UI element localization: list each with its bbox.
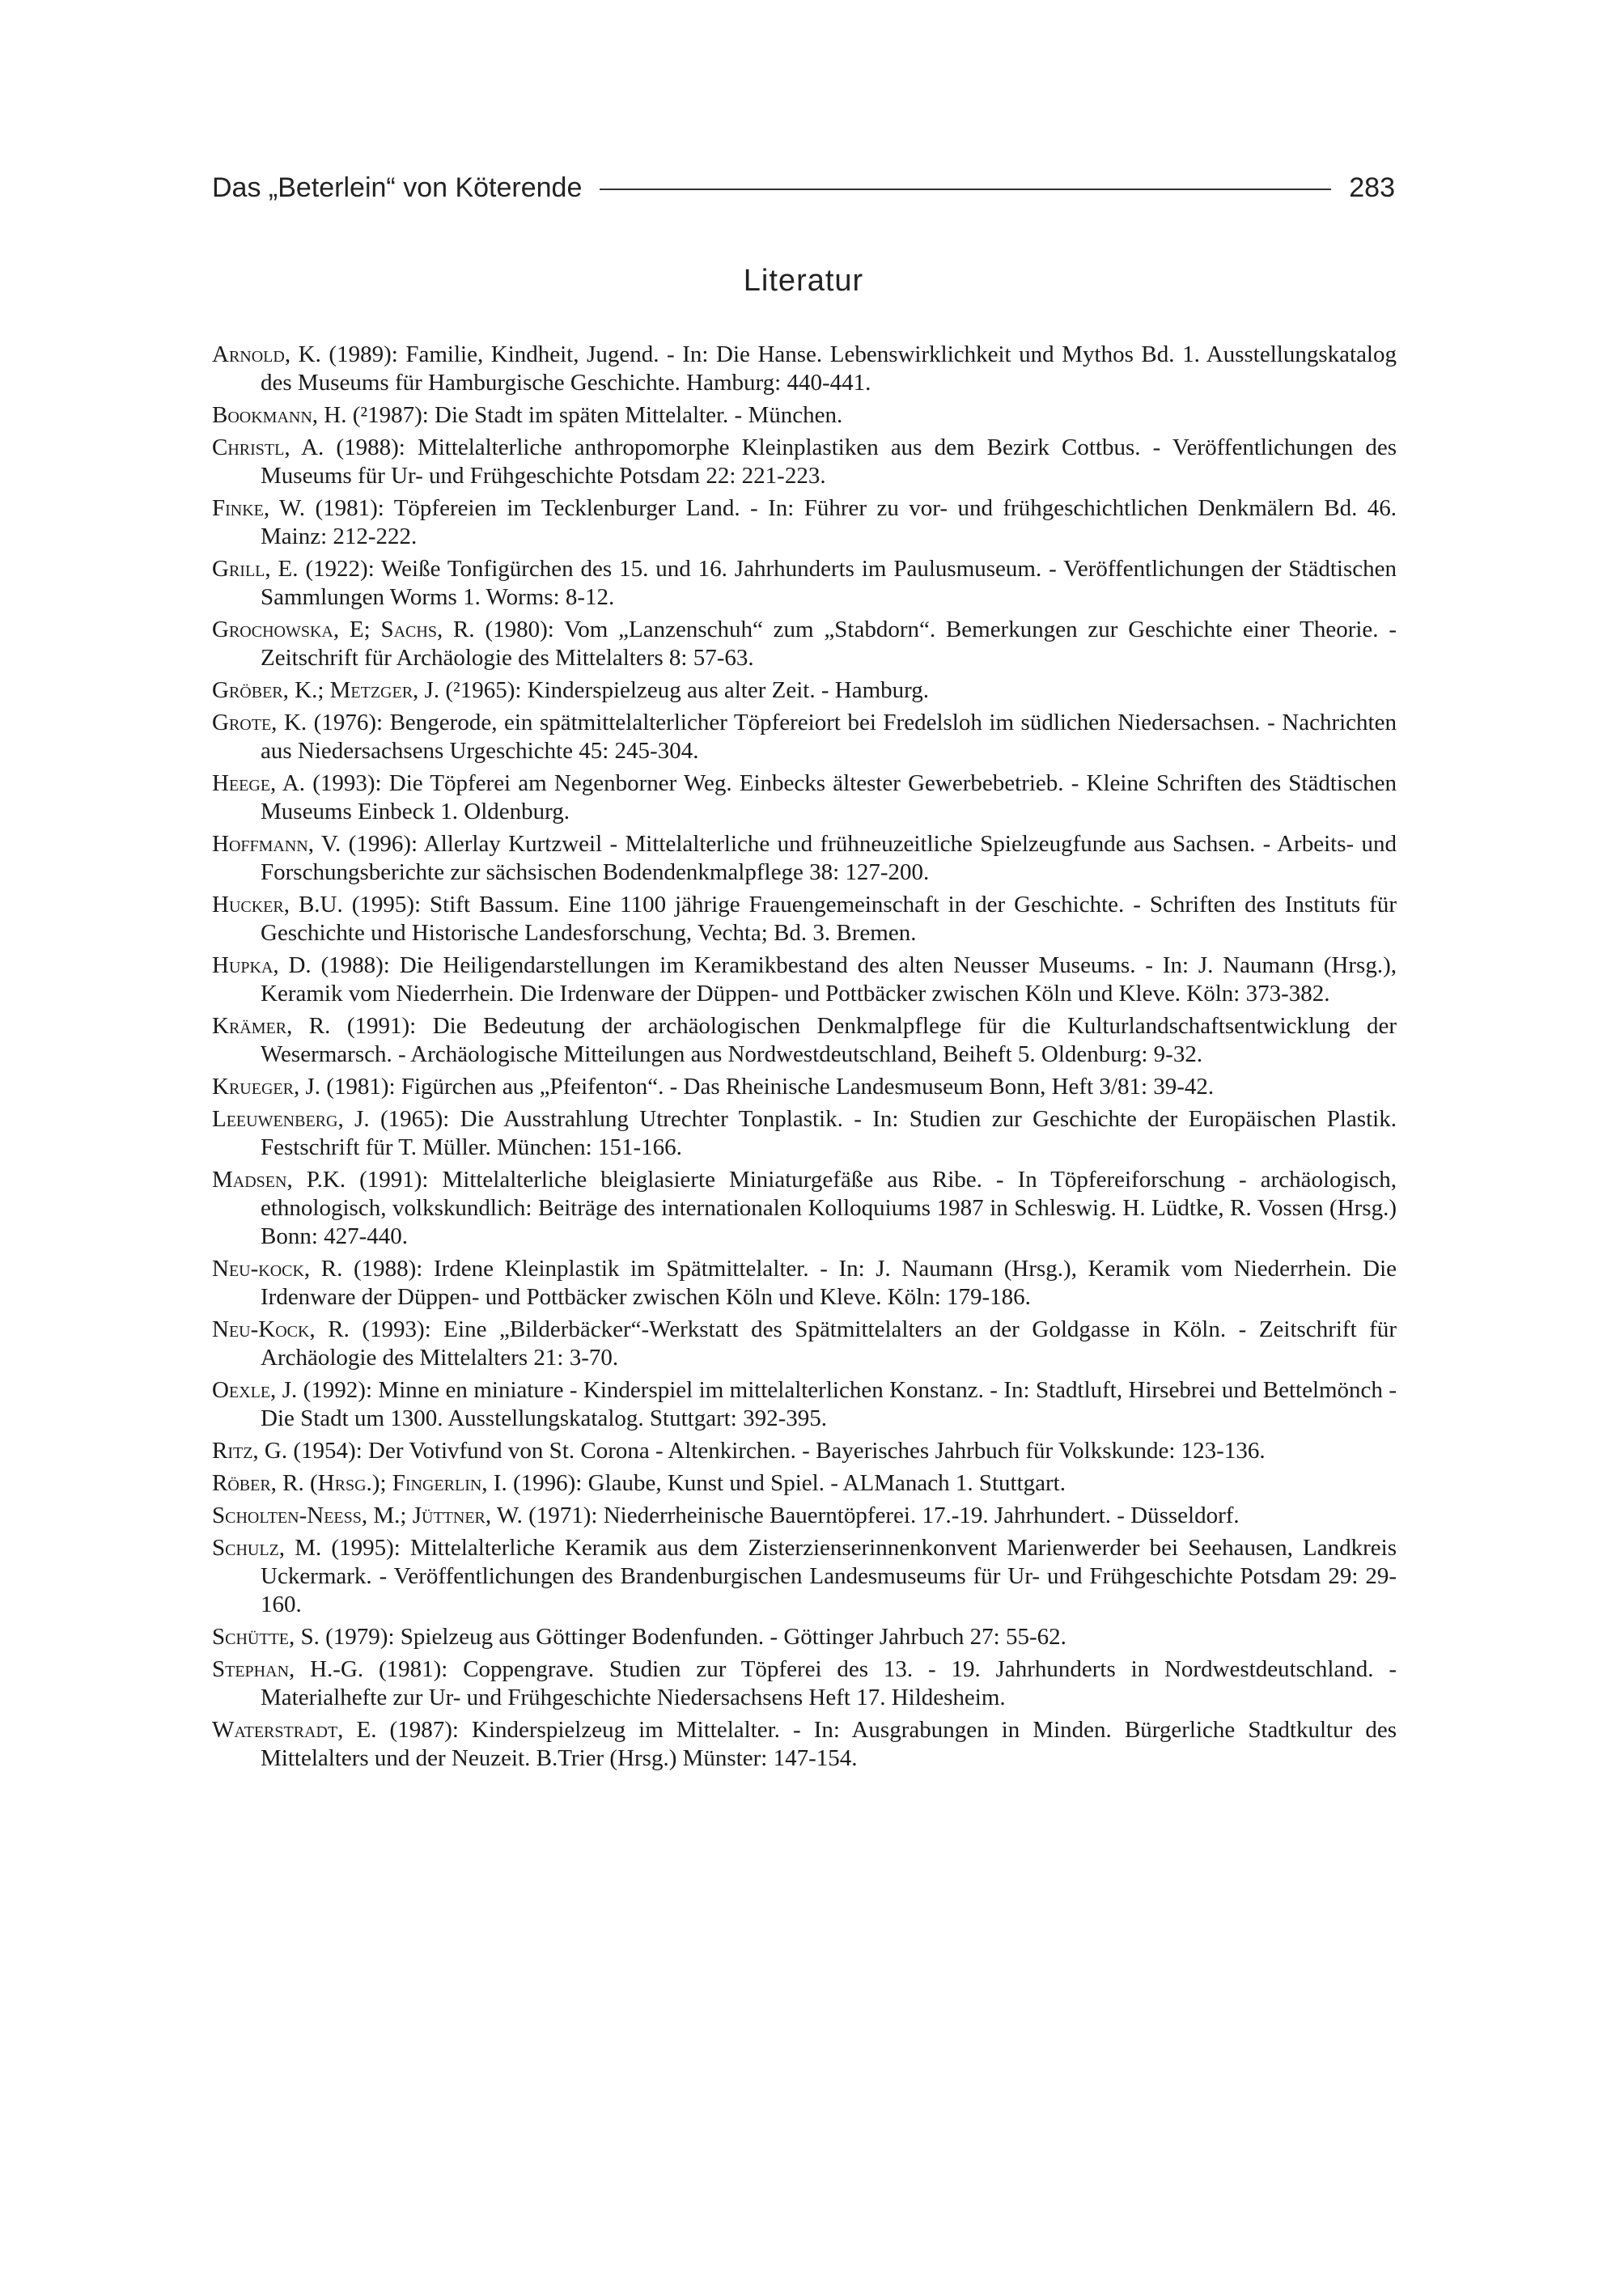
entry-author: Waterstradt, E. (212, 1717, 377, 1743)
entry-author: Stephan, H.-G. (212, 1656, 364, 1682)
bibliography-entry (212, 830, 1397, 887)
entry-text: (1989): Familie, Kindheit, Jugend. - In: Die Hanse. Lebenswirklichkeit und Mythos Bd. 1. Ausstellungskatalog des Museums für Hamburgische Geschichte. Hamburg: 440-441. (261, 341, 1397, 396)
bibliography-entry (212, 1105, 1397, 1162)
entry-text: (1980): Vom „Lanzenschuh“ zum „Stabdorn“. Bemerkungen zur Geschichte einer Theorie. - Zeitschrift für Archäologie des Mittelalters 8: 57-63. (261, 617, 1397, 671)
entry-text: (1991): Mittelalterliche bleiglasierte Miniaturgefäße aus Ribe. - In Töpfereiforschung - archäologisch, ethnologisch, volkskundlich: Beiträge des internationalen Kolloquiums 1987 in Schleswig. H. Lüdtke, R. Vossen (Hrsg.) Bonn: 427-440. (261, 1167, 1397, 1249)
bibliography-entry (212, 1073, 1397, 1101)
entry-text: (1981): Figürchen aus „Pfeifenton“. - Das Rheinische Landesmuseum Bonn, Heft 3/81: 39-42. (320, 1074, 1215, 1100)
entry-text: (1991): Die Bedeutung der archäologischen Denkmalpflege für die Kulturlandschaftsentwicklung der Wesermarsch. - Archäologische Mitteilungen aus Nordwestdeutschland, Beiheft 5. Oldenburg: 9-32. (261, 1013, 1397, 1067)
entry-author: Leeuwenberg, J. (212, 1106, 370, 1132)
bibliography-entry (212, 769, 1397, 826)
bibliography-entry (212, 1376, 1397, 1433)
entry-author: Grill, E. (212, 556, 299, 582)
bibliography-entry (212, 1655, 1397, 1712)
entry-text: (1988): Die Heiligendarstellungen im Keramikbestand des alten Neusser Museums. - In: J. Naumann (Hrsg.), Keramik vom Niederrhein. Die Irdenware der Düppen- und Pottbäcker zwischen Köln und Kleve. Köln: 373-382. (261, 952, 1397, 1007)
bibliography-entry (212, 1166, 1397, 1251)
bibliography-entry (212, 434, 1397, 490)
entry-text: (1981): Töpfereien im Tecklenburger Land. - In: Führer zu vor- und frühgeschichtlichen Denkmälern Bd. 46. Mainz: 212-222. (261, 495, 1397, 549)
entry-author: Röber, R. (Hrsg.); Fingerlin, I. (212, 1470, 507, 1496)
entry-author: Finke, W. (212, 495, 306, 521)
bibliography-entry (212, 1623, 1397, 1651)
entry-author: Scholten-Neess, M.; Jüttner, W. (212, 1503, 523, 1528)
bibliography-entry (212, 1255, 1397, 1312)
bibliography-entry (212, 709, 1397, 765)
entry-author: Neu-Kock, R. (212, 1316, 350, 1342)
entry-text: (1965): Die Ausstrahlung Utrechter Tonplastik. - In: Studien zur Geschichte der Europäischen Plastik. Festschrift für T. Müller. München: 151-166. (261, 1106, 1397, 1160)
bibliography-entry (212, 1012, 1397, 1069)
entry-text: (²1965): Kinderspielzeug aus alter Zeit. - Hamburg. (439, 677, 930, 703)
bibliography-entry (212, 1316, 1397, 1372)
entry-author: Ritz, G. (212, 1438, 288, 1464)
bibliography-entry (212, 401, 1397, 430)
entry-text: (1922): Weiße Tonfigürchen des 15. und 16. Jahrhunderts im Paulusmuseum. - Veröffentlichungen der Städtischen Sammlungen Worms 1. Worms: 8-12. (261, 556, 1397, 610)
bibliography-entry (212, 1534, 1397, 1619)
page-number: 283 (1349, 172, 1395, 203)
bibliography-entry (212, 341, 1397, 397)
entry-text: (1996): Glaube, Kunst und Spiel. - ALManach 1. Stuttgart. (507, 1470, 1066, 1496)
entry-text: (1987): Kinderspielzeug im Mittelalter. - In: Ausgrabungen in Minden. Bürgerliche Stadtkultur des Mittelalters und der Neuzeit. B.Trier (Hrsg.) Münster: 147-154. (261, 1717, 1397, 1771)
header-rule (600, 189, 1331, 190)
entry-author: Krämer, R. (212, 1013, 331, 1039)
entry-text: (1995): Stift Bassum. Eine 1100 jährige Frauengemeinschaft in der Geschichte. - Schriften des Instituts für Geschichte und Historische Landesforschung, Vechta; Bd. 3. Bremen. (261, 892, 1397, 946)
entry-author: Grochowska, E; Sachs, R. (212, 617, 475, 642)
entry-author: Hoffmann, V. (212, 831, 341, 857)
bibliography-entry (212, 555, 1397, 612)
entry-text: (1995): Mittelalterliche Keramik aus dem Zisterzienserinnenkonvent Marienwerder bei Seehausen, Landkreis Uckermark. - Veröffentlichungen des Brandenburgischen Landesmuseums für Ur- und Frühgeschichte Potsdam 29: 29-160. (261, 1535, 1397, 1617)
entry-text: (1971): Niederrheinische Bauerntöpferei. 17.-19. Jahrhundert. - Düsseldorf. (522, 1503, 1240, 1528)
bibliography-entry (212, 1716, 1397, 1773)
bibliography-entry (212, 891, 1397, 947)
entry-author: Hucker, B.U. (212, 892, 343, 918)
entry-author: Madsen, P.K. (212, 1167, 346, 1193)
bibliography-entry (212, 616, 1397, 672)
entry-text: (1954): Der Votivfund von St. Corona - Altenkirchen. - Bayerisches Jahrbuch für Volkskunde: 123-136. (287, 1438, 1266, 1464)
entry-author: Gröber, K.; Metzger, J. (212, 677, 440, 703)
bibliography-entry (212, 952, 1397, 1008)
entry-text: (1981): Coppengrave. Studien zur Töpferei des 13. - 19. Jahrhunderts in Nordwestdeutschland. - Materialhefte zur Ur- und Frühgeschichte Niedersachsens Heft 17. Hildesheim. (261, 1656, 1397, 1710)
entry-text: (1993): Die Töpferei am Negenborner Weg. Einbecks ältester Gewerbebetrieb. - Kleine Schriften des Städtischen Museums Einbeck 1. Oldenburg. (261, 770, 1397, 824)
bibliography-entry (212, 1437, 1397, 1465)
entry-text: (²1987): Die Stadt im späten Mittelalter. - München. (346, 402, 843, 428)
bibliography-list (212, 341, 1397, 1777)
entry-text: (1988): Mittelalterliche anthropomorphe Kleinplastiken aus dem Bezirk Cottbus. - Veröffentlichungen des Museums für Ur- und Frühgeschichte Potsdam 22: 221-223. (261, 434, 1397, 489)
entry-author: Grote, K. (212, 710, 307, 735)
entry-author: Hupka, D. (212, 952, 312, 978)
bibliography-entry (212, 676, 1397, 705)
entry-text: (1988): Irdene Kleinplastik im Spätmittelalter. - In: J. Naumann (Hrsg.), Keramik vom Niederrhein. Die Irdenware der Düppen- und Pottbäcker zwischen Köln und Kleve. Köln: 179-186. (261, 1256, 1397, 1310)
running-head (212, 165, 1395, 210)
entry-text: (1993): Eine „Bilderbäcker“-Werkstatt des Spätmittelalters an der Goldgasse in Köln. - Zeitschrift für Archäologie des Mittelalters 21: 3-70. (261, 1316, 1397, 1371)
entry-author: Christl, A. (212, 434, 324, 460)
entry-author: Neu-kock, R. (212, 1256, 343, 1282)
entry-text: (1976): Bengerode, ein spätmittelalterlicher Töpfereiort bei Fredelsloh im südlichen Niedersachsen. - Nachrichten aus Niedersachsens Urgeschichte 45: 245-304. (261, 710, 1397, 764)
section-title: Literatur (743, 264, 864, 298)
entry-text: (1992): Minne en miniature - Kinderspiel im mittelalterlichen Konstanz. - In: Stadtluft, Hirsebrei und Bettelmönch - Die Stadt um 1300. Ausstellungskatalog. Stuttgart: 392-395. (261, 1377, 1397, 1431)
entry-author: Krueger, J. (212, 1074, 320, 1100)
entry-text: (1996): Allerlay Kurtzweil - Mittelalterliche und frühneuzeitliche Spielzeugfunde aus Sachsen. - Arbeits- und Forschungsberichte zur sächsischen Bodendenkmalpflege 38: 127-200. (261, 831, 1397, 885)
entry-author: Arnold, K. (212, 341, 321, 367)
running-title: Das „Beterlein“ von Köterende (212, 172, 583, 203)
entry-author: Schulz, M. (212, 1535, 322, 1561)
entry-author: Heege, A. (212, 770, 306, 796)
bibliography-entry (212, 1502, 1397, 1530)
entry-text: (1979): Spielzeug aus Göttinger Bodenfunden. - Göttinger Jahrbuch 27: 55-62. (319, 1624, 1066, 1650)
entry-author: Schütte, S. (212, 1624, 320, 1650)
bibliography-entry (212, 494, 1397, 551)
bibliography-entry (212, 1469, 1397, 1498)
entry-author: Oexle, J. (212, 1377, 298, 1403)
entry-author: Bookmann, H. (212, 402, 347, 428)
